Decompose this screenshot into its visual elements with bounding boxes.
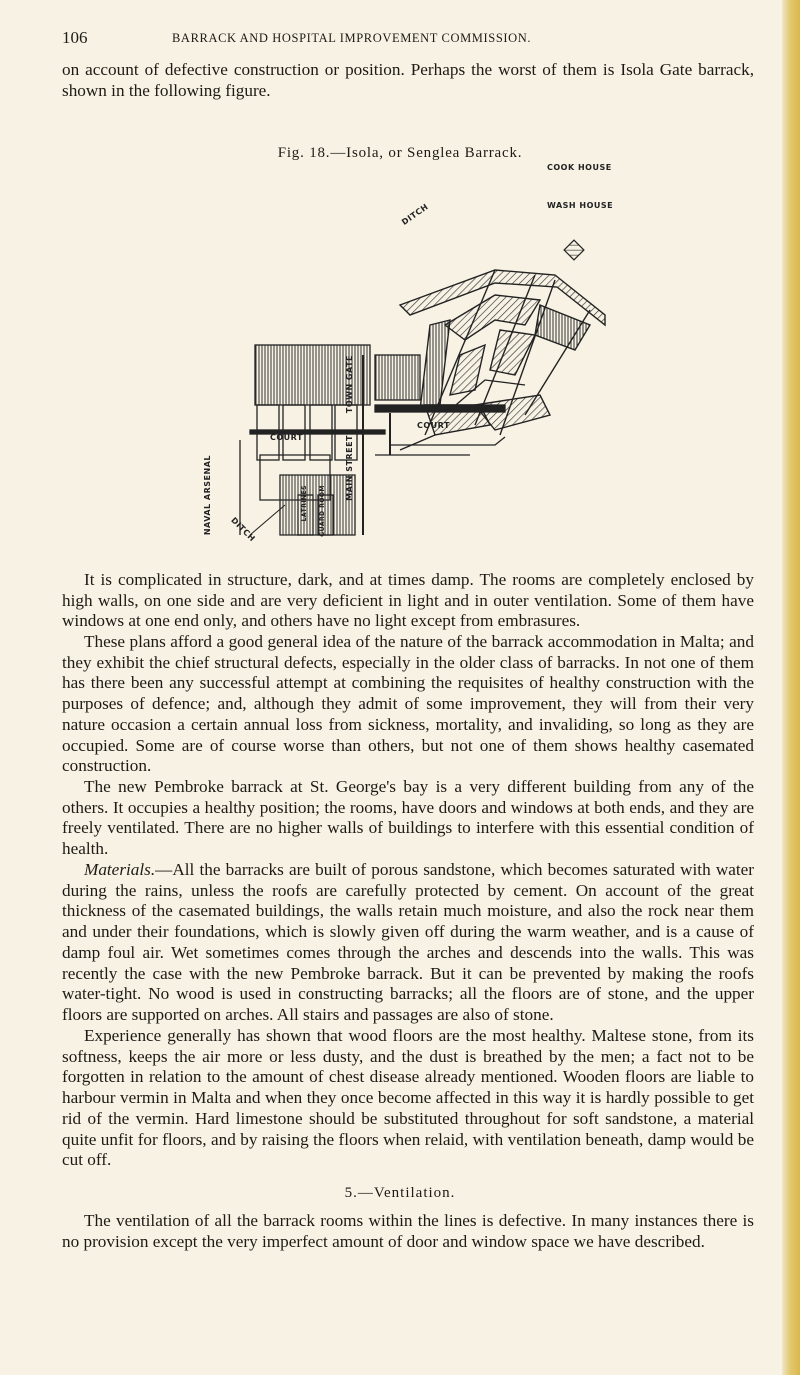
running-head bbox=[62, 28, 762, 52]
materials-heading: Materials. bbox=[84, 860, 156, 879]
paragraph-pembroke: The new Pembroke barrack at St. George's bay is a very different building from any of the others. It occupies a healthy position; the rooms, have doors and windows at both ends, and they are freely ventilated. There are no higher walls of buildings to interfere with this essential condition of health. bbox=[62, 777, 754, 859]
casemate-block bbox=[240, 345, 385, 535]
label-court-right: COURT bbox=[417, 421, 450, 430]
figure-caption: Fig. 18.—Isola, or Senglea Barrack. bbox=[277, 145, 523, 161]
paragraph-complicated: It is complicated in structure, dark, and at times damp. The rooms are completely enclosed by high walls, on one side and are very deficient in light and in outer ventilation. Some of them have windows at one end only, and others have no light except from embrasures. bbox=[62, 570, 754, 631]
label-wash-house: WASH HOUSE bbox=[547, 201, 614, 210]
paragraph-plans: These plans afford a good general idea of the nature of the barrack accommodation in Malta; and they exhibit the chief structural defects, especially in the older class of barracks. In not one of them has there been any successful attempt at combining the requisites of healthy construction with the purposes of defence; and, although they admit of some improvement, they will from their very nature occasion a certain annual loss from sickness, mortality, and invaliding, so long as they are occupied. Some are of course worse than others, but not one of them shows healthy casemated construction. bbox=[62, 632, 754, 776]
cook-wash-house bbox=[564, 240, 584, 260]
label-ditch-top: DITCH bbox=[400, 202, 430, 227]
label-ditch-bottom: DITCH bbox=[229, 515, 257, 544]
label-guard-room: GUARD ROOM bbox=[319, 485, 326, 537]
label-court-left: COURT bbox=[270, 433, 303, 442]
label-town-gate: TOWN GATE bbox=[345, 355, 354, 414]
paragraph-ventilation: The ventilation of all the barrack rooms within the lines is defective. In many instances there is no provision except the very imperfect amount of door and window space we have described. bbox=[62, 1211, 754, 1251]
materials-text: —All the barracks are built of porous sandstone, which becomes saturated with water during the rains, unless the roofs are carefully protected by cement. On account of the great thickness of the casemated buildings, the walls retain much moisture, and also the rock near them and under their foundations, which is slowly given off during the warm weather, and is a cause of damp foul air. Wet sometimes comes through the arches and descends into the walls. This was recently the case with the new Pembroke barrack. But it can be prevented by making the roofs water-tight. No wood is used in constructing barracks; all the floors are of stone, and the upper floors are supported on arches. All stairs and passages are also of stone. bbox=[62, 860, 754, 1024]
label-main-street: MAIN STREET bbox=[345, 435, 354, 501]
label-cook-house: COOK HOUSE bbox=[547, 163, 612, 172]
page-edge bbox=[782, 0, 800, 1375]
label-naval-arsenal: NAVAL ARSENAL bbox=[203, 455, 212, 536]
label-latrines: LATRINES bbox=[301, 485, 308, 522]
paragraph-intro: on account of defective construction or position. Perhaps the worst of them is Isola Gate barrack, shown in the following figure. bbox=[62, 60, 754, 100]
page-number: 106 bbox=[62, 28, 88, 47]
barrack-plan-drawing bbox=[195, 155, 685, 565]
paragraph-experience: Experience generally has shown that wood floors are the most healthy. Maltese stone, from its softness, keeps the air more or less dusty, and the dust is breathed by the men; a fact not to be forgotten in relation to the amount of chest disease already mentioned. Wooden floors are liable to harbour vermin in Malta and when they once become affected in this way it is hardly possible to get rid of the vermin. Hard limestone should be substituted throughout for soft sandstone, a material quite unfit for floors, and by raising the floors when relaid, with ventilation beneath, damp would be cut off. bbox=[62, 1026, 754, 1170]
paragraph-materials bbox=[62, 860, 754, 1026]
section-heading-ventilation: 5.—Ventilation. bbox=[344, 1185, 456, 1201]
barrack-plan-figure bbox=[195, 155, 685, 565]
running-title: BARRACK AND HOSPITAL IMPROVEMENT COMMISSION. bbox=[172, 31, 532, 45]
